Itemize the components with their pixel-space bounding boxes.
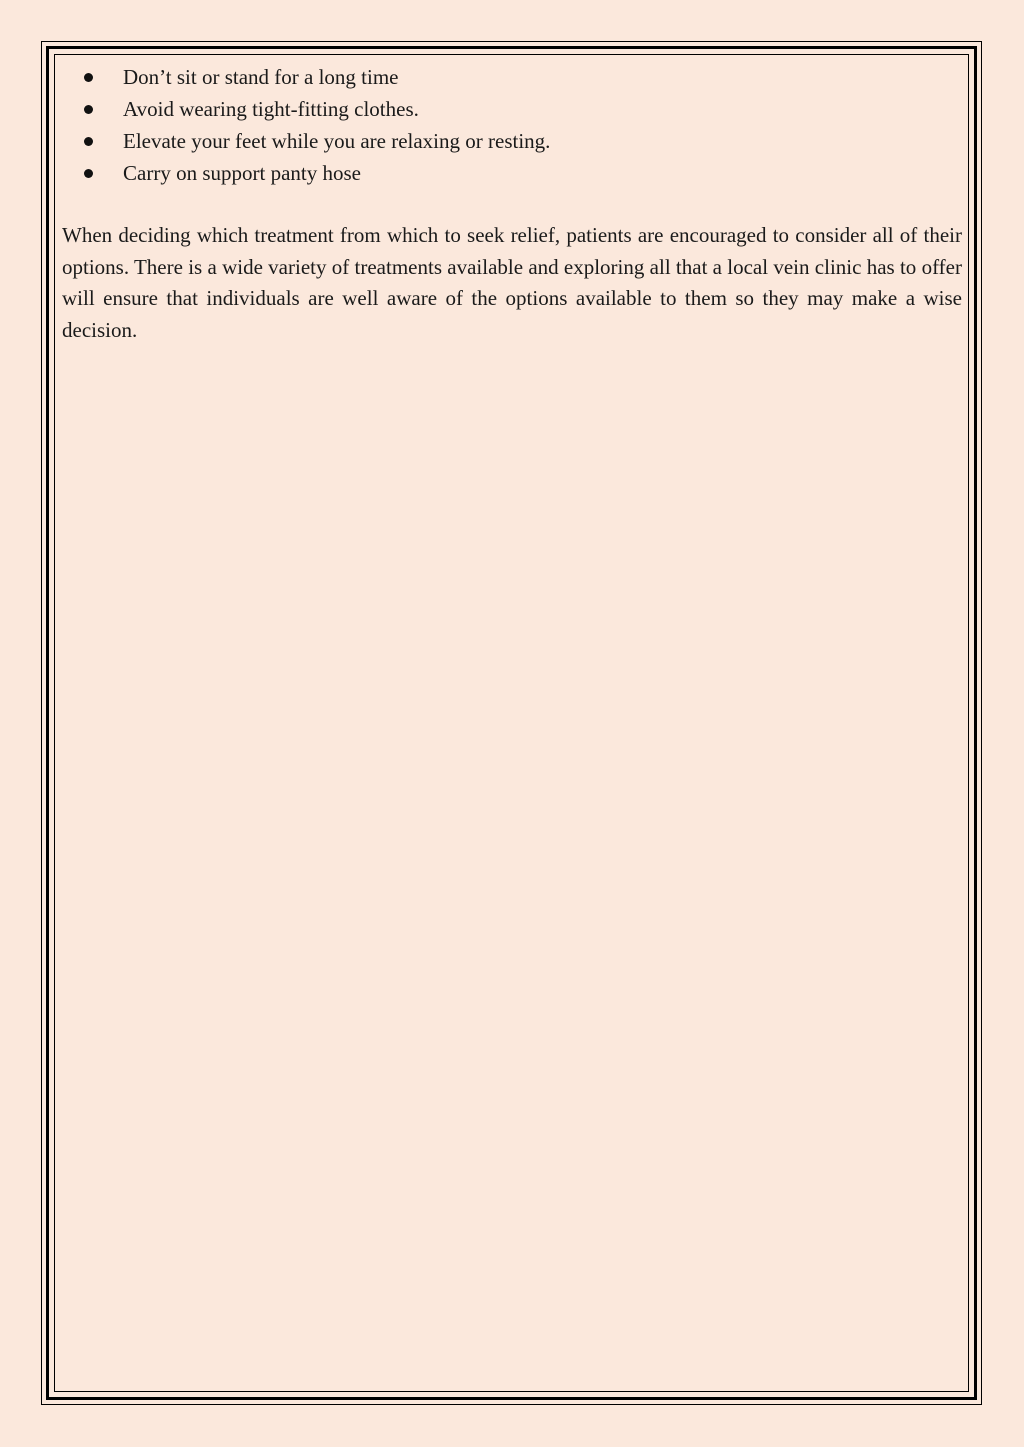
- list-item: [62, 157, 962, 189]
- list-item: [62, 93, 962, 125]
- body-paragraph: When deciding which treatment from which to seek relief, patients are encouraged to consider all of their options. There is a wide variety of treatments available and exploring all that a local vein clinic has to offer will ensure that individuals are well aware of the options available to them so they may make a wise decision.: [62, 223, 962, 342]
- bullet-icon: [84, 137, 93, 146]
- bullet-icon: [84, 73, 93, 82]
- page-content: [62, 61, 962, 346]
- bullet-icon: [84, 105, 93, 114]
- list-item: [62, 61, 962, 93]
- tip-text: Avoid wearing tight-fitting clothes.: [123, 97, 419, 121]
- bullet-icon: [84, 169, 93, 178]
- tips-list: [62, 61, 962, 189]
- tip-text: Elevate your feet while you are relaxing or resting.: [123, 129, 551, 153]
- tip-text: Don’t sit or stand for a long time: [123, 65, 399, 89]
- tip-text: Carry on support panty hose: [123, 161, 361, 185]
- list-item: [62, 125, 962, 157]
